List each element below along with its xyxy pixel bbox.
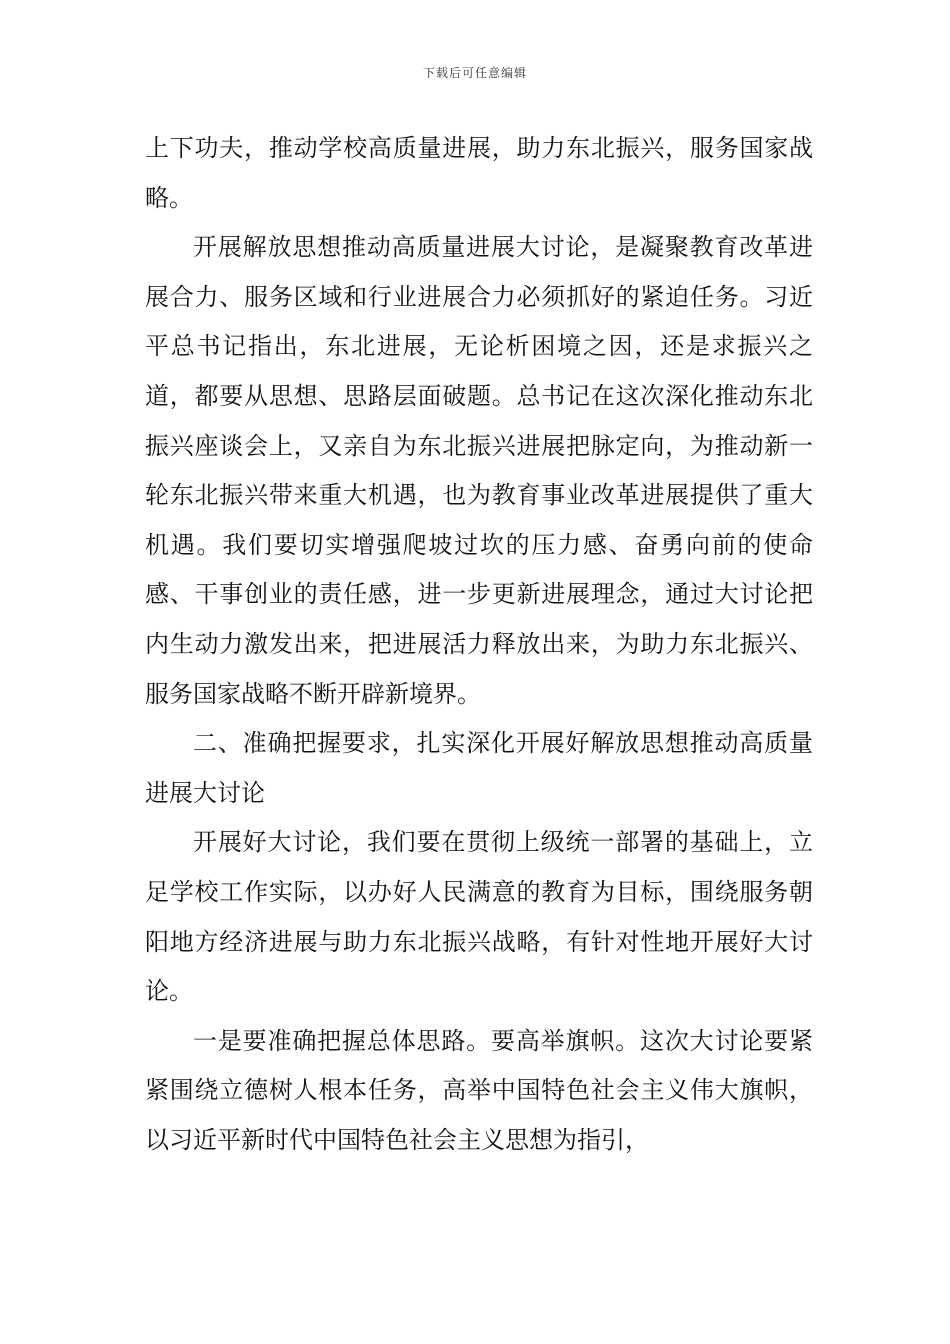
paragraph-4: 一是要准确把握总体思路。要高举旗帜。这次大讨论要紧紧围绕立德树人根本任务，高举中国特色社会主义伟大旗帜，以习近平新时代中国特色社会主义思想为指引，	[145, 1026, 813, 1154]
paragraph-1: 上下功夫，推动学校高质量进展，助力东北振兴，服务国家战略。	[145, 134, 813, 212]
document-body	[145, 124, 813, 1165]
page-header: 下载后可任意编辑	[422, 66, 527, 80]
section-heading-2: 二、准确把握要求，扎实深化开展好解放思想推动高质量进展大讨论	[145, 729, 813, 807]
paragraph-3: 开展好大讨论，我们要在贯彻上级统一部署的基础上，立足学校工作实际，以办好人民满意的教育为目标，围绕服务朝阳地方经济进展与助力东北振兴战略，有针对性地开展好大讨论。	[145, 828, 813, 1006]
paragraph-2: 开展解放思想推动高质量进展大讨论，是凝聚教育改革进展合力、服务区域和行业进展合力必须抓好的紧迫任务。习近平总书记指出，东北进展，无论析困境之因，还是求振兴之道，都要从思想、思路层面破题。总书记在这次深化推动东北振兴座谈会上，又亲自为东北振兴进展把脉定向，为推动新一轮东北振兴带来重大机遇，也为教育事业改革进展提供了重大机遇。我们要切实增强爬坡过坎的压力感、奋勇向前的使命感、干事创业的责任感，进一步更新进展理念，通过大讨论把内生动力激发出来，把进展活力释放出来，为助力东北振兴、服务国家战略不断开辟新境界。	[145, 233, 813, 708]
